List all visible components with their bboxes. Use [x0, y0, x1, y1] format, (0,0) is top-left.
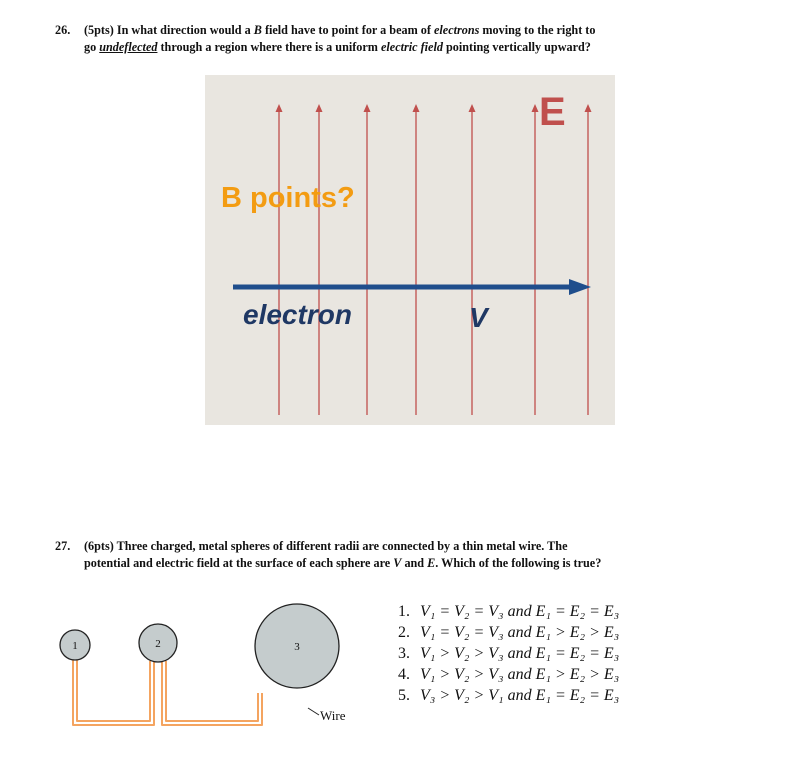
answer-option-3: 3. V₁ > V₂ > V₃ and E₁ = E₂ = E₃ — [398, 645, 620, 662]
sphere-2 — [139, 624, 177, 662]
sphere-2-label: 2 — [155, 638, 161, 650]
sphere-3-label: 3 — [294, 641, 300, 653]
velocity-label: V — [469, 302, 488, 333]
field-label: E — [539, 90, 566, 134]
question-26-number: 26. — [55, 23, 71, 37]
wire-label: Wire — [320, 708, 346, 723]
question-27-line-2: potential and electric field at the surface of each sphere are V and E. Which of the following is true? — [84, 556, 602, 570]
question-27-line-1: 27. (6pts) Three charged, metal spheres of different radii are connected by a thin metal wire. The — [55, 539, 568, 553]
answer-options — [398, 601, 619, 706]
sphere-1-label: 1 — [72, 640, 78, 652]
question-26 — [55, 22, 595, 56]
sphere-3 — [255, 604, 339, 688]
question-27 — [55, 538, 601, 572]
spheres-figure — [55, 595, 385, 745]
b-points-question: B points? — [221, 182, 355, 214]
question-26-line-1: 26. (5pts) In what direction would a B field have to point for a beam of electrons moving to the right to — [55, 23, 596, 37]
electric-field-figure — [205, 75, 615, 425]
wire-label-pointer — [308, 708, 319, 715]
connecting-wire — [73, 660, 262, 725]
answer-option-1: 1. V₁ = V₂ = V₃ and E₁ = E₂ = E₃ — [398, 603, 620, 620]
electron-label: electron — [243, 299, 352, 330]
sphere-1 — [60, 630, 90, 660]
question-27-number: 27. — [55, 539, 71, 553]
answer-option-2: 2. V₁ = V₂ = V₃ and E₁ > E₂ > E₃ — [398, 624, 620, 641]
question-26-line-2: go undeflected through a region where there is a uniform electric field pointing vertically upward? — [84, 40, 591, 54]
answer-option-4: 4. V₁ > V₂ > V₃ and E₁ > E₂ > E₃ — [398, 666, 620, 683]
answer-option-5: 5. V₃ > V₂ > V₁ and E₁ = E₂ = E₃ — [398, 687, 620, 704]
